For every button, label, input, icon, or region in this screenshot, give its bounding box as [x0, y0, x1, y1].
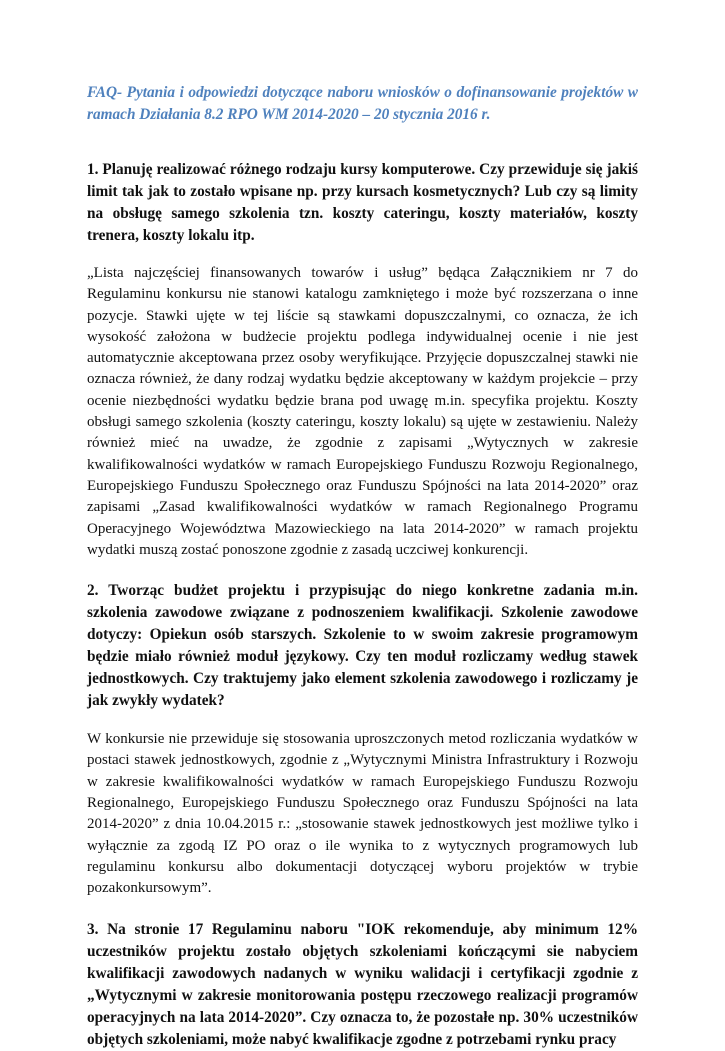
- faq-item-3: [87, 919, 638, 1051]
- document-title: FAQ- Pytania i odpowiedzi dotyczące naboru wniosków o dofinansowanie projektów w ramach Działania 8.2 RPO WM 2014-2020 – 20 stycznia 2016 r.: [87, 84, 638, 123]
- faq-question-1: 1. Planuję realizować różnego rodzaju kursy komputerowe. Czy przewiduje się jakiś limit tak jak to zostało wpisane np. przy kursach kosmetycznych? Lub czy są limity na obsługę samego szkolenia tzn. koszty cateringu, koszty materiałów, koszty trenera, koszty lokalu itp.: [87, 161, 638, 244]
- faq-item-2: [87, 580, 638, 899]
- faq-answer-1: „Lista najczęściej finansowanych towarów i usług” będąca Załącznikiem nr 7 do Regulaminu konkursu nie stanowi katalogu zamkniętego i może być rozszerzana o inne pozycje. Stawki ujęte w tej liście są stawkami dopuszczalnymi, co oznacza, że ich wysokość założona w budżecie projektu podlega indywidualnej ocenie i nie jest automatycznie akceptowana przez osoby weryfikujące. Przyjęcie dopuszczalnej stawki nie oznacza również, że dany rodzaj wydatku będzie akceptowany w każdym projekcie – przy ocenie niezbędności wydatku będzie brana pod uwagę m.in. specyfika projektu. Koszty obsługi samego szkolenia (koszty cateringu, koszty lokalu) są ujęte w zestawieniu. Należy również mieć na uwadze, że zgodnie z zapisami „Wytycznych w zakresie kwalifikowalności wydatków w ramach Europejskiego Funduszu Rozwoju Regionalnego, Europejskiego Funduszu Społecznego oraz Funduszu Spójności na lata 2014-2020” oraz zapisami „Zasad kwalifikowalności wydatków w ramach Regionalnego Programu Operacyjnego Województwa Mazowieckiego na lata 2014-2020” w ramach projektu wydatki muszą zostać ponoszone zgodnie z zasadą uczciwej konkurencji.: [87, 265, 638, 558]
- faq-answer-2: W konkursie nie przewiduje się stosowania uproszczonych metod rozliczania wydatków w postaci stawek jednostkowych, zgodnie z „Wytycznymi Ministra Infrastruktury i Rozwoju w zakresie kwalifikowalności wydatków w ramach Europejskiego Funduszu Rozwoju Regionalnego, Europejskiego Funduszu Społecznego oraz Funduszu Spójności na lata 2014-2020” z dnia 10.04.2015 r.: „stosowanie stawek jednostkowych jest możliwe tylko i wyłącznie za zgodą IZ PO oraz o ile wynika to z wytycznych programowych lub regulaminu konkursu albo dokumentacji dotyczącej wyboru projektów w trybie pozakonkursowym”.: [87, 731, 638, 897]
- faq-question-3: 3. Na stronie 17 Regulaminu naboru "IOK rekomenduje, aby minimum 12% uczestników projektu zostało objętych szkoleniami kończącymi sie nabyciem kwalifikacji zawodowych nadanych w wyniku walidacji i certyfikacji zgodnie z „Wytycznymi w zakresie monitorowania postępu rzeczowego realizacji programów operacyjnych na lata 2014-2020”. Czy oznacza to, że pozostałe np. 30% uczestników objętych szkoleniami, może nabyć kwalifikacje zgodne z potrzebami rynku pracy: [87, 920, 638, 1048]
- faq-item-1: [87, 159, 638, 561]
- faq-question-2: 2. Tworząc budżet projektu i przypisując do niego konkretne zadania m.in. szkolenia zawodowe związane z podnoszeniem kwalifikacji. Szkolenie zawodowe dotyczy: Opiekun osób starszych. Szkolenie to w swoim zakresie programowym będzie miało również moduł językowy. Czy ten moduł rozliczamy według stawek jednostkowych. Czy traktujemy jako element szkolenia zawodowego i rozliczamy je jak zwykły wydatek?: [87, 582, 638, 710]
